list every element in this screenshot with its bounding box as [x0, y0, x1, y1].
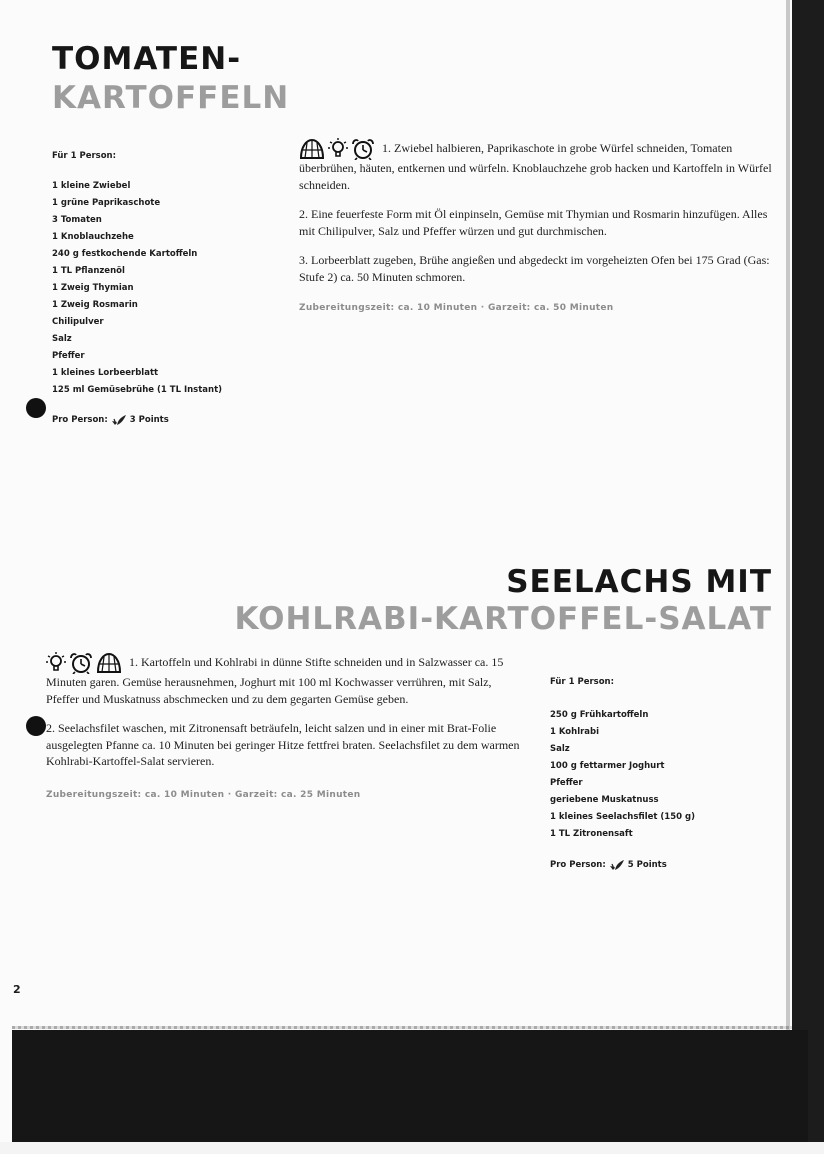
ingredient-item: 1 Zweig Thymian — [52, 283, 134, 293]
page-number: 2 — [13, 983, 21, 996]
scan-edge-bottom — [12, 1030, 808, 1142]
ingredient-item: 1 kleines Lorbeerblatt — [52, 368, 159, 378]
recipe1-servings: Für 1 Person: — [52, 151, 116, 161]
recipe-step — [46, 720, 524, 770]
ingredient-item: Chilipulver — [52, 317, 104, 327]
ingredient-item: 1 kleines Seelachsfilet (150 g) — [550, 812, 695, 822]
recipe-step — [299, 206, 776, 239]
recipe-step — [299, 252, 776, 285]
recipe2-title-line2: KOHLRABI-KARTOFFEL-SALAT — [234, 601, 772, 637]
alarm-clock-icon — [351, 138, 375, 160]
recipe1-title-line1: TOMATEN- — [52, 41, 242, 77]
ingredient-item: geriebene Muskatnuss — [550, 795, 659, 805]
recipe1-steps — [299, 138, 776, 313]
step-text: Eine feuerfeste Form mit Öl einpinseln, Gemüse mit Thymian und Rosmarin hinzufügen. Alles mit Chilipulver, Salz und Pfeffer würzen und gut durchmischen. — [299, 207, 768, 238]
punch-hole-dot — [26, 398, 46, 418]
shell-icon — [299, 138, 325, 160]
bulb-icon — [328, 138, 348, 160]
ingredient-item: 1 Zweig Rosmarin — [52, 300, 138, 310]
recipe1-timeline: Zubereitungszeit: ca. 10 Minuten · Garzeit: ca. 50 Minuten — [299, 303, 614, 313]
ingredient-item: 240 g festkochende Kartoffeln — [52, 249, 198, 259]
recipe-step — [46, 652, 524, 707]
ingredient-item: 3 Tomaten — [52, 215, 102, 225]
step-text: Zwiebel halbieren, Paprikaschote in grobe Würfel schneiden, Tomaten überbrühen, häuten, entkernen und würfeln. Knoblauchzehe grob hacken und Kartoffeln in Würfel schneiden. — [299, 140, 772, 192]
recipe1-points — [52, 414, 169, 426]
ingredient-item: 125 ml Gemüsebrühe (1 TL Instant) — [52, 385, 223, 395]
leaf-icon — [609, 859, 625, 871]
step-text: Seelachsfilet waschen, mit Zitronensaft beträufeln, leicht salzen und in einer mit Brat-Folie ausgelegten Pfanne ca. 10 Minuten bei geringer Hitze fettfrei braten. Seelachsfilet zu dem warmen Kohlrabi-Kartoffel-Salat servieren. — [46, 721, 520, 768]
step-text: Kartoffeln und Kohlrabi in dünne Stifte schneiden und in Salzwasser ca. 15 Minuten garen. Gemüse herausnehmen, Joghurt mit 100 ml Kochwasser verrühren, mit Salz, Pfeffer und Muskatnuss abschmecken und zu dem gegarten Gemüse geben. — [46, 654, 504, 706]
recipe1-icon-row — [299, 138, 375, 160]
recipe2-steps — [46, 652, 524, 800]
leaf-icon — [111, 414, 127, 426]
step-number: 2. — [46, 721, 55, 735]
points-label: Pro Person: — [550, 860, 606, 870]
punch-hole-dot — [26, 716, 46, 736]
ingredient-item: 1 Knoblauchzehe — [52, 232, 134, 242]
ingredient-item: Pfeffer — [550, 778, 583, 788]
step-number: 1. — [382, 140, 391, 155]
recipe2-servings: Für 1 Person: — [550, 677, 614, 687]
recipe2-icon-row — [46, 652, 122, 674]
recipe2-points — [550, 859, 667, 871]
ingredient-item: 1 TL Pflanzenöl — [52, 266, 125, 276]
scan-edge-shadow — [786, 0, 790, 1154]
ingredient-item: 250 g Frühkartoffeln — [550, 710, 649, 720]
recipe2-ingredient-list — [550, 707, 695, 843]
recipe1-ingredient-list — [52, 178, 222, 399]
ingredient-item: Salz — [52, 334, 72, 344]
step-number: 3. — [299, 253, 308, 267]
bulb-icon — [46, 652, 66, 674]
ingredient-item: 1 grüne Paprikaschote — [52, 198, 161, 208]
step-text: Lorbeerblatt zugeben, Brühe angießen und abgedeckt im vorgeheizten Ofen bei 175 Grad (Gas: Stufe 2) ca. 50 Minuten schmoren. — [299, 253, 770, 284]
recipe2-title-line1: SEELACHS MIT — [506, 564, 772, 600]
ingredient-item: Pfeffer — [52, 351, 85, 361]
ingredient-item: 1 Kohlrabi — [550, 727, 600, 737]
scan-edge-right — [792, 0, 824, 1154]
alarm-clock-icon — [69, 652, 93, 674]
points-label: Pro Person: — [52, 415, 108, 425]
scan-artifact-line — [12, 1026, 792, 1029]
recipe-step — [299, 138, 776, 193]
points-value: 3 Points — [129, 415, 169, 425]
recipe1-title-line2: KARTOFFELN — [52, 80, 290, 116]
step-number: 1. — [129, 654, 138, 669]
ingredient-item: 100 g fettarmer Joghurt — [550, 761, 665, 771]
points-value: 5 Points — [627, 860, 667, 870]
scan-margin-bottom — [0, 1142, 824, 1154]
ingredient-item: Salz — [550, 744, 570, 754]
ingredient-item: 1 kleine Zwiebel — [52, 181, 131, 191]
shell-icon — [96, 652, 122, 674]
recipe2-timeline: Zubereitungszeit: ca. 10 Minuten · Garzeit: ca. 25 Minuten — [46, 789, 361, 800]
ingredient-item: 1 TL Zitronensaft — [550, 829, 633, 839]
step-number: 2. — [299, 207, 308, 221]
